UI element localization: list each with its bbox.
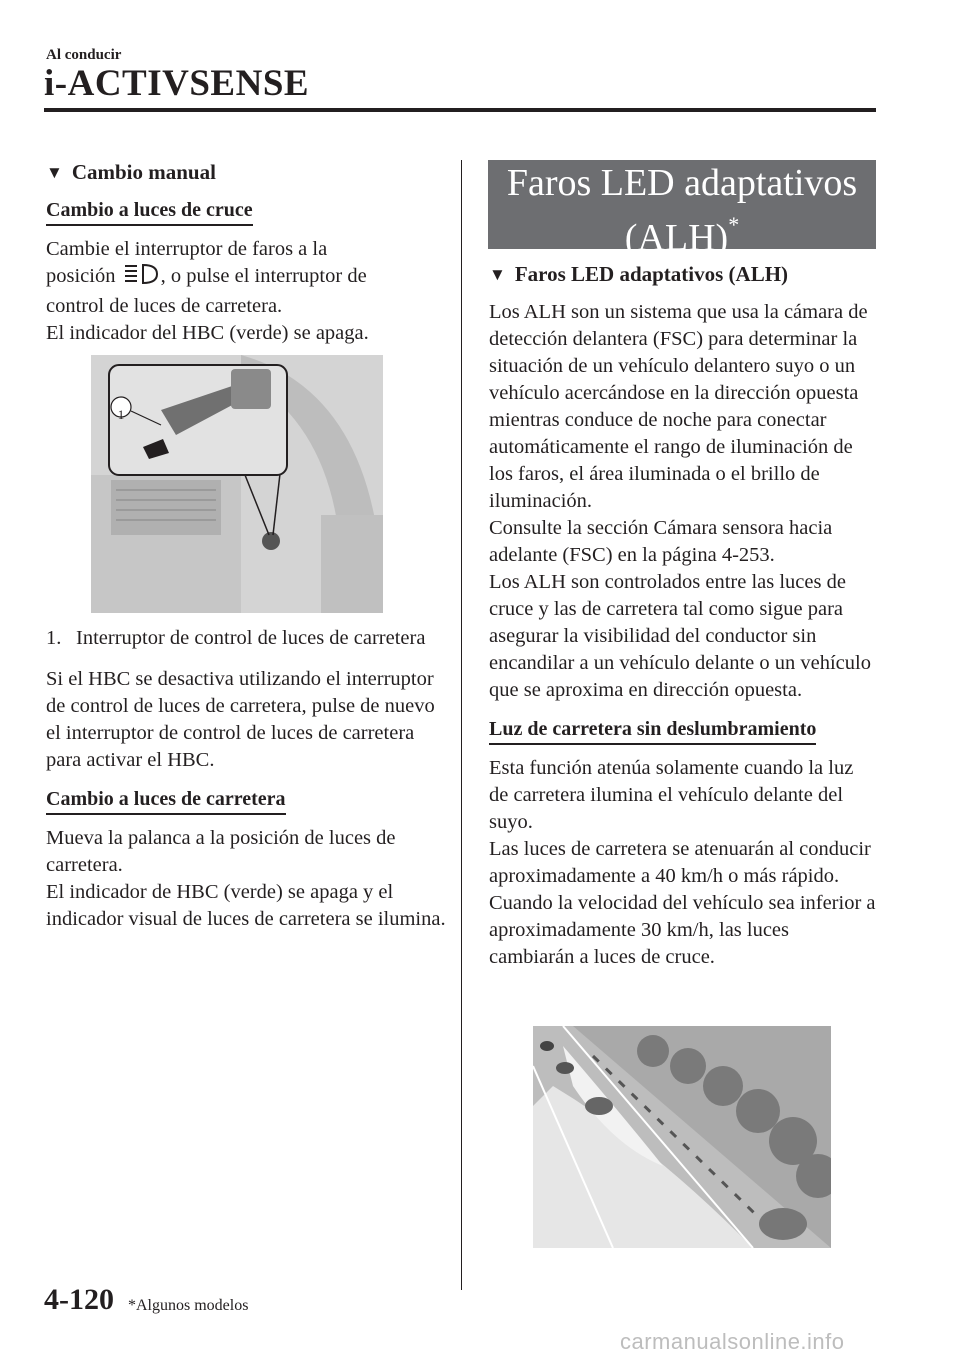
triangle-icon: ▼: [489, 264, 506, 284]
right-column: [489, 262, 877, 971]
left-column: [46, 160, 446, 933]
figure-callout: 1: [117, 407, 125, 422]
paragraph-glare-a: Esta función atenúa solamente cuando la luz de carretera ilumina el vehículo delante del suyo.: [489, 757, 854, 833]
page-number: 4-120: [44, 1283, 114, 1316]
column-divider: [461, 160, 462, 1290]
paragraph-alh-intro: Los ALH son un sistema que usa la cámara de detección delantera (FSC) para determinar la situación de un vehículo delantero suyo o un vehículo acercándose en la dirección opuesta mientras conduce de noche para conectar automáticamente el rango de iluminación de los faros, el área iluminada o el brillo de iluminación.: [489, 301, 868, 512]
heading-low-beam: Cambio a luces de cruce: [46, 199, 253, 226]
paragraph-high-beam-b: El indicador de HBC (verde) se apaga y el indicador visual de luces de carretera se ilumina.: [46, 881, 446, 930]
paragraph-alh-ref: Consulte la sección Cámara sensora hacia adelante (FSC) en la página 4-253.: [489, 517, 833, 566]
header-rule: [44, 108, 876, 112]
section-label: Al conducir: [46, 47, 122, 63]
paragraph-low-beam: Cambie el interruptor de faros a la posición , o pulse el interruptor de control de luces de carretera. El indicador del HBC (verde) se apaga.: [46, 238, 369, 344]
paragraph-alh-control: Los ALH son controlados entre las luces de cruce y las de carretera tal como sigue para asegurar la visibilidad del conductor sin encandilar a un vehículo delante o un vehículo que se aproxima en dirección opuesta.: [489, 571, 871, 701]
paragraph-high-beam-a: Mueva la palanca a la posición de luces de carretera.: [46, 827, 396, 876]
low-beam-icon: [123, 263, 159, 293]
footnote: *Algunos modelos: [128, 1297, 249, 1314]
triangle-icon: ▼: [46, 162, 63, 182]
paragraph-hbc-off: Si el HBC se desactiva utilizando el interruptor de control de luces de carretera, pulse de nuevo el interruptor de control de luces de carretera para activar el HBC.: [46, 668, 435, 771]
lever-illustration: [91, 355, 383, 613]
subheading-manual: ▼ Cambio manual: [46, 160, 216, 184]
watermark: carmanualsonline.info: [620, 1329, 845, 1354]
figure-caption: 1. Interruptor de control de luces de carretera: [46, 627, 426, 649]
chapter-title: i-ACTIVSENSE: [44, 63, 310, 104]
heading-high-beam: Cambio a luces de carretera: [46, 788, 286, 815]
heading-glare-free: Luz de carretera sin deslumbramiento: [489, 718, 816, 745]
section-banner: Faros LED adaptativos (ALH)*: [488, 160, 876, 249]
subheading-alh: ▼ Faros LED adaptativos (ALH): [489, 262, 789, 286]
road-illustration: [533, 1026, 831, 1248]
paragraph-glare-b: Las luces de carretera se atenuarán al conducir aproximadamente a 40 km/h o más rápido. Cuando la velocidad del vehículo sea inferior a aproximadamente 30 km/h, las luces cambiarán a luces de cruce.: [489, 838, 876, 968]
